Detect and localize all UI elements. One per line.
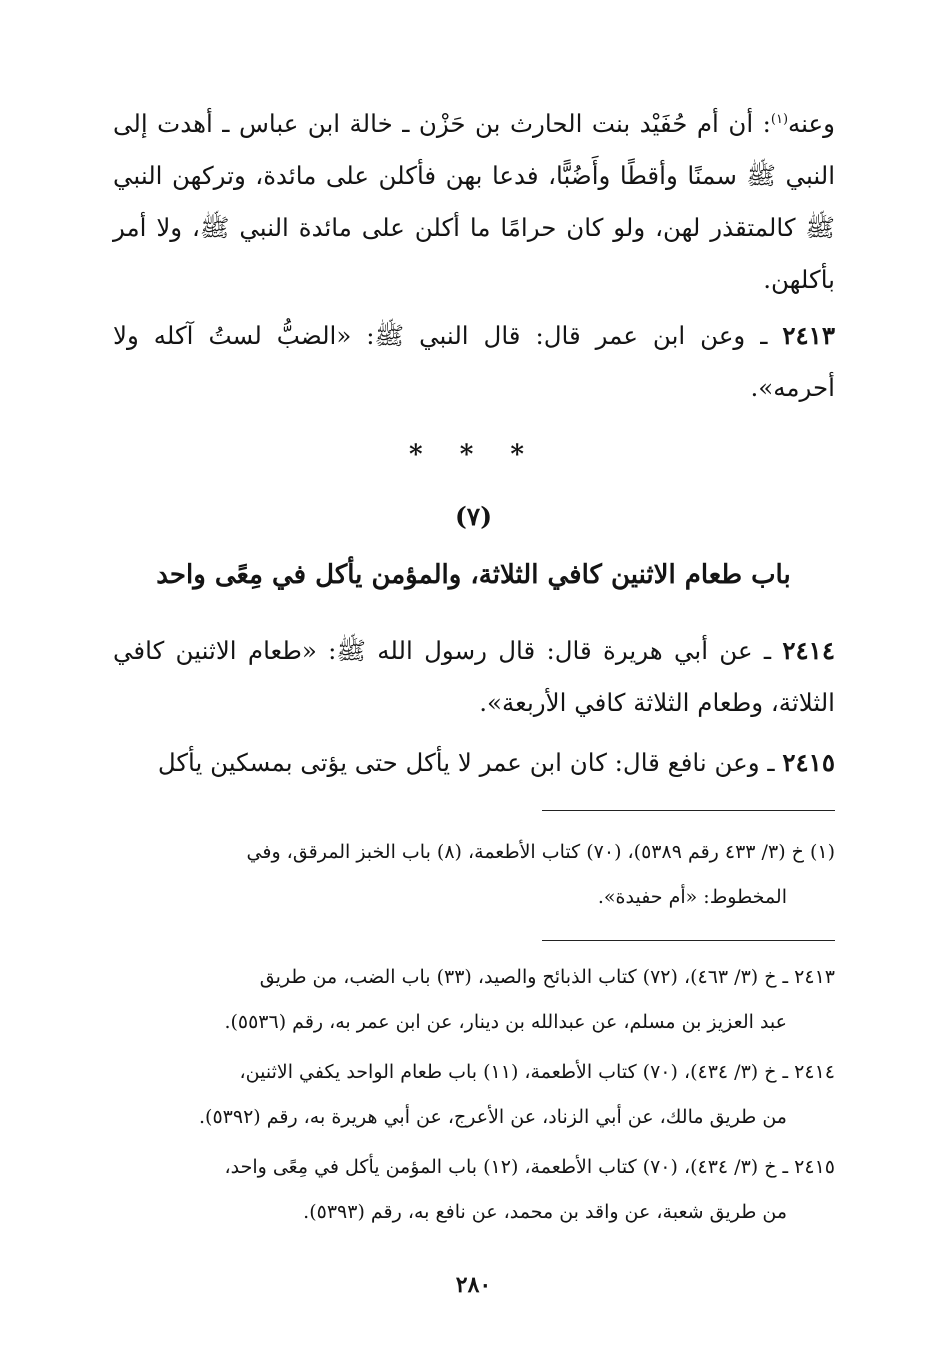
paragraph-text: وعنه [788,109,835,139]
paragraph-text: ـ عن أبي هريرة قال: قال رسول الله ﷺ: «طعام الاثنين كافي الثلاثة، وطعام الثلاثة كافي الأربعة». [113,636,835,717]
reference-line: ٢٤١٣ ـ خ (٣/ ٤٦٣)، (٧٢) كتاب الذبائح والصيد، (٣٣) باب الضب، من طريق [259,966,835,988]
paragraph-text: ـ وعن ابن عمر قال: قال النبي ﷺ: «الضبُّ لستُ آكله ولا أحرمه». [113,321,835,402]
hadith-number: ٢٤١٤ [782,636,835,665]
reference-line: من طريق شعبة، عن واقد بن محمد، عن نافع به، رقم (٥٣٩٣). [303,1201,787,1223]
reference-2414 [113,1050,835,1140]
hadith-number: ٢٤١٣ [782,321,835,350]
chapter-title: باب طعام الاثنين كافي الثلاثة، والمؤمن يأكل في مِعًى واحد [156,560,791,590]
footnote-1 [113,830,835,920]
paragraph-hadith-2413 [113,310,835,414]
paragraph-text: ـ وعن نافع قال: كان ابن عمر لا يأكل حتى يؤتى بمسكين يأكل [157,748,783,777]
paragraph-hadith-umm-hufaid [113,94,835,306]
section-separator: * * * [409,440,538,470]
reference-2413 [113,955,835,1045]
reference-line: من طريق مالك، عن أبي الزناد، عن الأعرج، عن أبي هريرة به، رقم (٥٣٩٢). [199,1106,787,1128]
footnote-line: المخطوط: «أم حفيدة». [597,886,787,908]
paragraph-text: : أن أم حُفَيْد بنت الحارث بن حَزْن ـ خالة ابن عباس ـ أهدت إلى النبي ﷺ سمنًا وأقطًا وأَضُبًّا، فدعا بهن فأكلن على مائدة، وتركهن النبي ﷺ كالمتقذر لهن، ولو كان حرامًا ما أكلن على مائدة النبي ﷺ، ولا أمر بأكلهن. [113,109,835,295]
reference-line: ٢٤١٥ ـ خ (٣/ ٤٣٤)، (٧٠) كتاب الأطعمة، (١٢) باب المؤمن يأكل في مِعًى واحد، [224,1156,835,1178]
reference-line: ٢٤١٤ ـ خ (٣/ ٤٣٤)، (٧٠) كتاب الأطعمة، (١١) باب طعام الواحد يكفي الاثنين، [239,1061,835,1083]
page-number: ٢٨٠ [455,1272,492,1298]
paragraph-hadith-2415 [113,737,835,789]
footnote-marker: (١) [770,112,789,127]
chapter-number: (٧) [454,502,493,531]
references-divider [542,940,835,941]
paragraph-hadith-2414 [113,625,835,729]
reference-2415 [113,1145,835,1235]
hadith-number: ٢٤١٥ [782,748,835,777]
footnote-line: (١) خ (٣/ ٤٣٣ رقم ٥٣٨٩)، (٧٠) كتاب الأطعمة، (٨) باب الخبز المرقق، وفي [246,841,835,863]
footnote-divider [542,810,835,811]
reference-line: عبد العزيز بن مسلم، عن عبدالله بن دينار، عن ابن عمر به، رقم (٥٥٣٦). [224,1011,787,1033]
